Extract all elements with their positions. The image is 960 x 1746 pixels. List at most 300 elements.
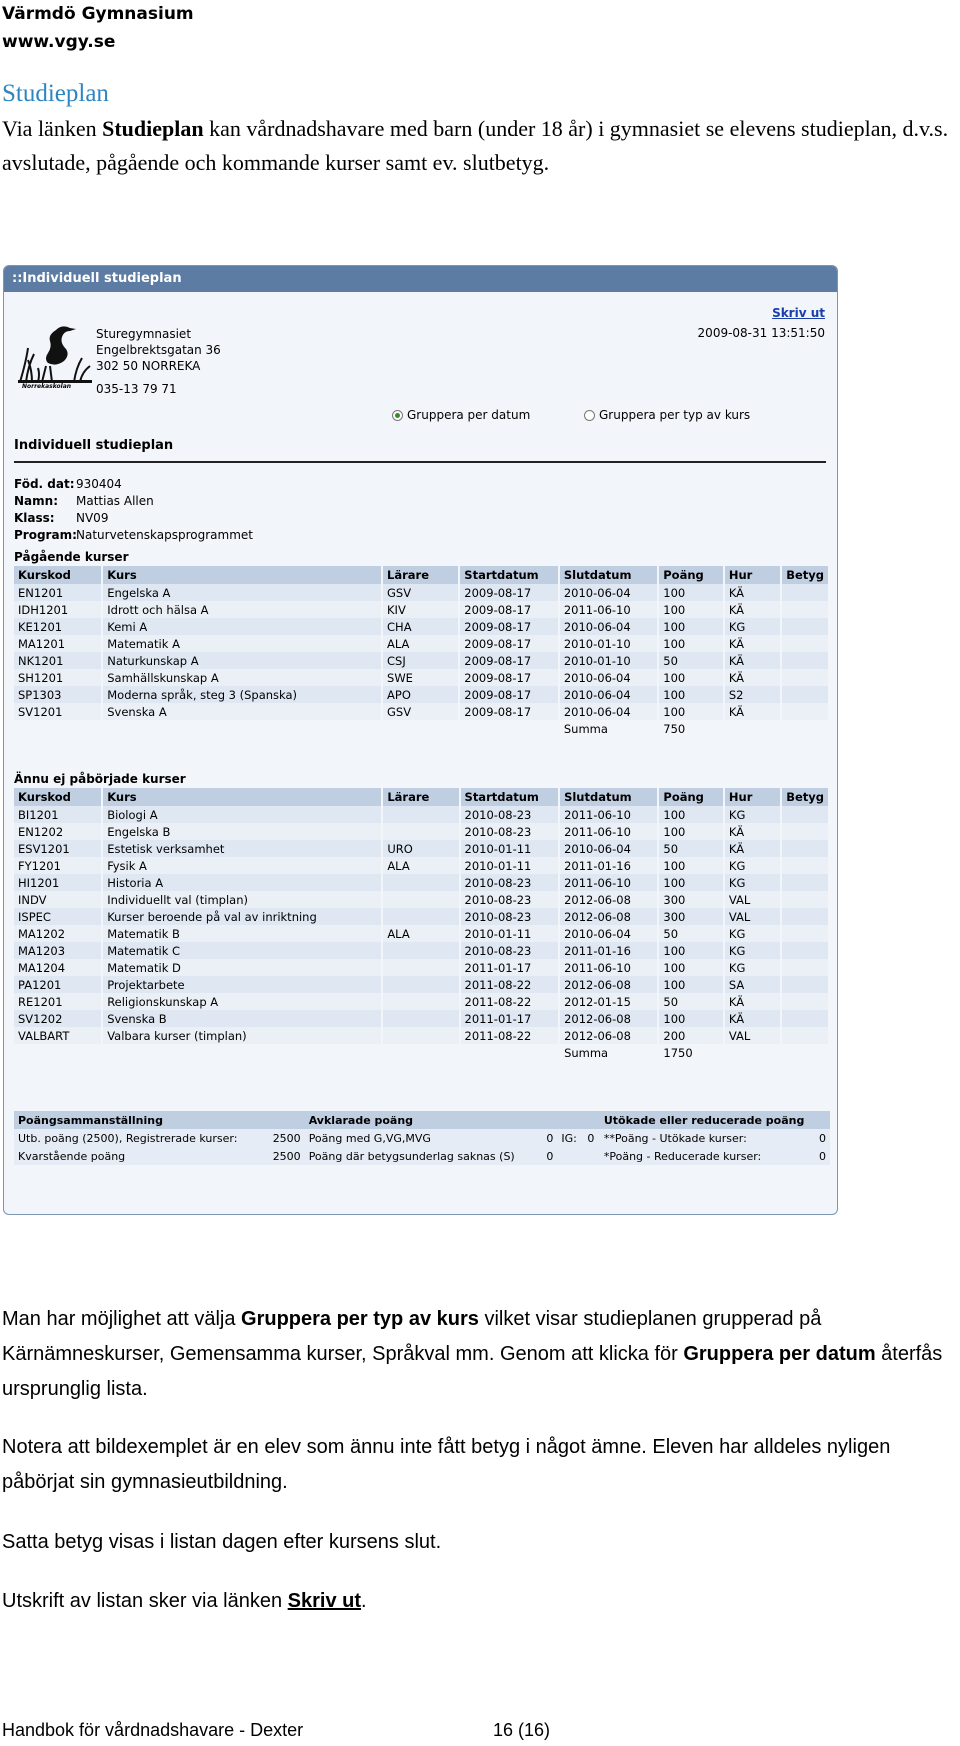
studieplan-screenshot — [3, 265, 838, 1215]
table-cell: Naturkunskap A — [102, 652, 382, 669]
table-cell: 2009-08-17 — [459, 635, 559, 652]
table-cell — [781, 584, 829, 601]
table-cell — [781, 976, 829, 993]
table-cell: Individuellt val (timplan) — [102, 891, 382, 908]
program-value: Naturvetenskapsprogrammet — [76, 528, 253, 542]
table-cell — [382, 942, 459, 959]
table-cell: MA1203 — [14, 942, 102, 959]
table-cell: 2010-01-11 — [460, 857, 560, 874]
table-cell: HI1201 — [14, 874, 102, 891]
column-header: Betyg — [781, 788, 829, 806]
table-cell: 100 — [658, 669, 724, 686]
table-cell: Samhällskunskap A — [102, 669, 382, 686]
table-row — [14, 618, 829, 635]
table-cell — [781, 857, 829, 874]
points-cell: 2500 — [265, 1129, 305, 1147]
table-cell: Projektarbete — [102, 976, 382, 993]
table-cell — [382, 976, 459, 993]
table-cell: Matematik B — [102, 925, 382, 942]
table-cell: SWE — [382, 669, 459, 686]
table-cell: Fysik A — [102, 857, 382, 874]
footer-title: Handbok för vårdnadshavare - Dexter — [2, 1720, 304, 1740]
school-name: Värmdö Gymnasium — [2, 4, 194, 24]
table-cell: KÄ — [724, 993, 781, 1010]
table-cell — [382, 806, 459, 823]
table-cell — [781, 908, 829, 925]
table-cell: CHA — [382, 618, 459, 635]
upcoming-title: Ännu ej påbörjade kurser — [14, 772, 186, 786]
table-cell: 2011-01-16 — [559, 942, 658, 959]
table-cell: 2011-01-17 — [460, 959, 560, 976]
table-cell — [14, 1044, 102, 1061]
table-cell: KG — [724, 942, 781, 959]
group-by-date-radio[interactable] — [392, 408, 530, 422]
table-row — [14, 993, 829, 1010]
table-cell: KÄ — [724, 823, 781, 840]
table-cell: 2010-01-10 — [559, 652, 658, 669]
table-cell: 2010-08-23 — [460, 891, 560, 908]
table-row — [14, 840, 829, 857]
table-row — [14, 891, 829, 908]
table-cell: PA1201 — [14, 976, 102, 993]
table-cell: 100 — [658, 584, 724, 601]
table-cell: SV1201 — [14, 703, 102, 720]
table-cell: Estetisk verksamhet — [102, 840, 382, 857]
table-cell — [781, 874, 829, 891]
table-cell: FY1201 — [14, 857, 102, 874]
text: . — [361, 1590, 367, 1612]
table-cell: KG — [724, 806, 781, 823]
points-cell: Kvarstående poäng — [14, 1147, 265, 1165]
table-row — [14, 874, 829, 891]
points-cell: *Poäng - Reducerade kurser: — [600, 1147, 811, 1165]
table-cell: VALBART — [14, 1027, 102, 1044]
table-cell: 2012-06-08 — [559, 976, 658, 993]
table-cell: 2010-06-04 — [559, 925, 658, 942]
name-label: Namn: — [14, 494, 58, 508]
table-cell — [781, 942, 829, 959]
table-row — [14, 635, 829, 652]
table-cell: Valbara kurser (timplan) — [102, 1027, 382, 1044]
table-cell — [781, 686, 829, 703]
intro-paragraph — [2, 112, 952, 180]
table-row — [14, 976, 829, 993]
table-cell: Matematik D — [102, 959, 382, 976]
table-cell: 2011-06-10 — [559, 806, 658, 823]
table-cell: KÄ — [724, 601, 781, 618]
table-cell: 200 — [658, 1027, 724, 1044]
table-cell: 2011-08-22 — [460, 993, 560, 1010]
group-by-type-radio[interactable] — [584, 408, 750, 422]
table-row — [14, 652, 829, 669]
table-cell — [781, 993, 829, 1010]
paragraph-grouping — [2, 1302, 957, 1407]
table-cell: 100 — [658, 618, 724, 635]
table-cell: 2010-08-23 — [460, 874, 560, 891]
table-cell: BI1201 — [14, 806, 102, 823]
table-cell: EN1201 — [14, 584, 102, 601]
column-header: Hur — [724, 566, 781, 584]
table-cell: CSJ — [382, 652, 459, 669]
table-cell: 2009-08-17 — [459, 601, 559, 618]
table-cell: Engelska B — [102, 823, 382, 840]
table-cell: 2009-08-17 — [459, 618, 559, 635]
table-row — [14, 686, 829, 703]
program-label: Program: — [14, 528, 77, 542]
table-cell: IDH1201 — [14, 601, 102, 618]
points-row — [14, 1129, 830, 1147]
table-cell: KG — [724, 959, 781, 976]
text: Man har möjlighet att välja — [2, 1308, 242, 1330]
table-cell: 100 — [658, 976, 724, 993]
points-cell: Poäng där betygsunderlag saknas (S) — [305, 1147, 541, 1165]
table-cell: RE1201 — [14, 993, 102, 1010]
table-row — [14, 908, 829, 925]
points-header: Utökade eller reducerade poäng — [600, 1111, 830, 1129]
table-cell: EN1202 — [14, 823, 102, 840]
table-cell: ALA — [382, 925, 459, 942]
table-cell: KÄ — [724, 703, 781, 720]
table-cell: 2010-06-04 — [559, 703, 658, 720]
table-cell: KÄ — [724, 635, 781, 652]
table-cell: 2010-06-04 — [559, 584, 658, 601]
table-cell: 2011-06-10 — [559, 601, 658, 618]
column-header: Slutdatum — [559, 566, 658, 584]
table-row — [14, 1010, 829, 1027]
table-cell — [382, 908, 459, 925]
table-row — [14, 584, 829, 601]
points-header: Poängsammanställning — [14, 1111, 305, 1129]
table-cell: 2009-08-17 — [459, 686, 559, 703]
table-cell: 300 — [658, 891, 724, 908]
table-cell: ISPEC — [14, 908, 102, 925]
table-cell — [781, 891, 829, 908]
table-cell — [724, 1044, 781, 1061]
table-cell: KÄ — [724, 584, 781, 601]
table-cell — [781, 840, 829, 857]
points-cell: 0 — [541, 1129, 558, 1147]
table-cell: Svenska A — [102, 703, 382, 720]
table-row — [14, 959, 829, 976]
ongoing-table — [14, 566, 830, 737]
table-cell: Moderna språk, steg 3 (Spanska) — [102, 686, 382, 703]
table-cell: 2010-06-04 — [559, 840, 658, 857]
table-cell: 2011-08-22 — [460, 976, 560, 993]
table-cell: 2011-06-10 — [559, 823, 658, 840]
table-cell — [781, 652, 829, 669]
table-cell: S2 — [724, 686, 781, 703]
table-row — [14, 806, 829, 823]
table-cell: 2011-01-16 — [559, 857, 658, 874]
table-cell — [781, 720, 829, 737]
table-cell — [382, 823, 459, 840]
table-cell: APO — [382, 686, 459, 703]
doc-title: Individuell studieplan — [14, 438, 174, 453]
table-cell: ALA — [382, 635, 459, 652]
points-cell: IG: — [557, 1129, 583, 1147]
table-row — [14, 823, 829, 840]
points-cell: Poäng med G,VG,MVG — [305, 1129, 541, 1147]
radio-label: Gruppera per typ av kurs — [599, 408, 751, 422]
table-cell: 2012-06-08 — [559, 1010, 658, 1027]
table-cell: 2012-06-08 — [559, 908, 658, 925]
table-cell: MA1202 — [14, 925, 102, 942]
school-website: www.vgy.se — [2, 32, 116, 52]
table-cell: VAL — [724, 891, 781, 908]
intro-text-rest: kan vårdnadshavare med barn (under 18 år) i gymnasiet se elevens studieplan, d.v.s. avslutade, pågående och kommande kurser samt ev. slutbetyg. — [2, 116, 949, 175]
column-header: Kurskod — [14, 788, 102, 806]
table-cell: VAL — [724, 908, 781, 925]
table-cell: Kurser beroende på val av inriktning — [102, 908, 382, 925]
sum-row — [14, 720, 829, 737]
paragraph-grades: Satta betyg visas i listan dagen efter kursens slut. — [2, 1531, 442, 1553]
table-cell — [102, 720, 382, 737]
table-cell: 100 — [658, 635, 724, 652]
table-cell — [382, 891, 459, 908]
table-cell: KG — [724, 874, 781, 891]
table-cell: GSV — [382, 584, 459, 601]
table-cell: KG — [724, 618, 781, 635]
table-cell: 100 — [658, 857, 724, 874]
radio-label: Gruppera per datum — [407, 408, 531, 422]
sum-value: 750 — [658, 720, 724, 737]
sum-label: Summa — [559, 1044, 658, 1061]
table-cell: GSV — [382, 703, 459, 720]
table-cell — [382, 959, 459, 976]
heron-logo-icon — [16, 322, 94, 388]
sum-label: Summa — [559, 720, 658, 737]
intro-text: Via länken — [2, 116, 103, 141]
text: återfås ursprunglig lista. — [2, 1343, 943, 1400]
table-cell — [14, 720, 102, 737]
points-cell: 0 — [811, 1147, 830, 1165]
table-cell: KÄ — [724, 669, 781, 686]
table-cell: 2011-08-22 — [460, 1027, 560, 1044]
table-cell: 2010-01-11 — [460, 840, 560, 857]
table-cell: 2009-08-17 — [459, 584, 559, 601]
table-cell: 100 — [658, 1010, 724, 1027]
table-cell: SV1202 — [14, 1010, 102, 1027]
bold-text: Gruppera per typ av kurs — [241, 1308, 479, 1330]
table-cell: VAL — [724, 1027, 781, 1044]
table-cell: Svenska B — [102, 1010, 382, 1027]
table-cell: 2012-06-08 — [559, 891, 658, 908]
table-cell — [382, 1010, 459, 1027]
table-cell: 2011-06-10 — [559, 874, 658, 891]
table-cell: 100 — [658, 686, 724, 703]
table-cell: 2010-08-23 — [460, 823, 560, 840]
table-cell: Engelska A — [102, 584, 382, 601]
table-cell: SA — [724, 976, 781, 993]
sum-value: 1750 — [658, 1044, 724, 1061]
paragraph-note: Notera att bildexemplet är en elev som ännu inte fått betyg i något ämne. Eleven har alldeles nyligen påbörjat sin gymnasieutbildning. — [2, 1436, 891, 1493]
table-cell: MA1204 — [14, 959, 102, 976]
table-cell: 2011-01-17 — [460, 1010, 560, 1027]
timestamp: 2009-08-31 13:51:50 — [697, 326, 825, 340]
table-cell — [781, 618, 829, 635]
table-cell: 50 — [658, 840, 724, 857]
ongoing-title: Pågående kurser — [14, 550, 129, 564]
page-header — [2, 0, 194, 56]
sum-row — [14, 1044, 829, 1061]
points-cell: 0 — [583, 1129, 600, 1147]
table-cell: KIV — [382, 601, 459, 618]
points-summary-table — [14, 1111, 830, 1165]
points-cell — [557, 1147, 583, 1165]
table-cell — [382, 993, 459, 1010]
radio-unselected-icon — [584, 410, 595, 421]
table-cell: 100 — [658, 823, 724, 840]
table-cell: KE1201 — [14, 618, 102, 635]
table-cell: Historia A — [102, 874, 382, 891]
table-cell: SH1201 — [14, 669, 102, 686]
column-header: Slutdatum — [559, 788, 658, 806]
table-cell — [781, 806, 829, 823]
points-cell: Utb. poäng (2500), Registrerade kurser: — [14, 1129, 265, 1147]
table-cell — [781, 1010, 829, 1027]
table-cell — [781, 823, 829, 840]
table-cell: URO — [382, 840, 459, 857]
table-cell — [382, 720, 459, 737]
table-cell: 2010-06-04 — [559, 669, 658, 686]
points-cell: 0 — [811, 1129, 830, 1147]
class-label: Klass: — [14, 511, 55, 525]
table-cell: 2012-01-15 — [559, 993, 658, 1010]
column-header: Poäng — [658, 788, 724, 806]
bold-text: Gruppera per datum — [683, 1343, 876, 1365]
table-row — [14, 1027, 829, 1044]
table-cell: 100 — [658, 806, 724, 823]
divider — [14, 461, 826, 463]
print-link-text[interactable]: Skriv ut — [287, 1590, 362, 1612]
text: vilket visar studieplanen grupperad på Kärnämneskurser, Gemensamma kurser, Språkval mm. Genom att klicka för — [2, 1308, 822, 1365]
table-cell — [724, 720, 781, 737]
table-cell: SP1303 — [14, 686, 102, 703]
table-cell — [781, 1027, 829, 1044]
table-cell: KÄ — [724, 652, 781, 669]
column-header: Betyg — [781, 566, 829, 584]
table-cell: 2010-01-10 — [559, 635, 658, 652]
table-cell: Matematik C — [102, 942, 382, 959]
table-cell: Kemi A — [102, 618, 382, 635]
table-cell: ALA — [382, 857, 459, 874]
table-cell: KÄ — [724, 1010, 781, 1027]
table-row — [14, 669, 829, 686]
table-cell: 2011-06-10 — [559, 959, 658, 976]
class-value: NV09 — [76, 511, 109, 525]
school-phone: 035-13 79 71 — [96, 382, 177, 396]
name-value: Mattias Allen — [76, 494, 154, 508]
table-cell — [781, 635, 829, 652]
table-cell: 2009-08-17 — [459, 652, 559, 669]
table-cell: 300 — [658, 908, 724, 925]
table-row — [14, 942, 829, 959]
table-cell — [382, 874, 459, 891]
table-cell: 100 — [658, 959, 724, 976]
dob-label: Föd. dat: — [14, 477, 75, 491]
table-cell: ESV1201 — [14, 840, 102, 857]
table-cell: INDV — [14, 891, 102, 908]
table-cell: 2009-08-17 — [459, 703, 559, 720]
column-header: Poäng — [658, 566, 724, 584]
column-header: Lärare — [382, 788, 459, 806]
table-cell — [781, 1044, 829, 1061]
column-header: Kurs — [102, 566, 382, 584]
table-row — [14, 857, 829, 874]
table-cell: NK1201 — [14, 652, 102, 669]
school-address — [96, 326, 221, 374]
panel-title-bar: ::Individuell studieplan — [4, 266, 837, 292]
column-header: Kurskod — [14, 566, 102, 584]
logo-caption: Norrekaskolan — [22, 383, 72, 388]
print-link[interactable]: Skriv ut — [772, 306, 825, 320]
table-cell — [781, 703, 829, 720]
dob-value: 930404 — [76, 477, 122, 491]
points-cell: 0 — [541, 1147, 558, 1165]
school-line: Engelbrektsgatan 36 — [96, 343, 221, 357]
table-cell — [781, 669, 829, 686]
column-header: Kurs — [102, 788, 382, 806]
points-cell: 2500 — [265, 1147, 305, 1165]
upcoming-table — [14, 788, 830, 1061]
column-header: Startdatum — [459, 566, 559, 584]
table-cell — [781, 925, 829, 942]
table-cell: 50 — [658, 925, 724, 942]
column-header: Startdatum — [460, 788, 560, 806]
table-cell: KG — [724, 857, 781, 874]
table-cell: Religionskunskap A — [102, 993, 382, 1010]
table-cell: Idrott och hälsa A — [102, 601, 382, 618]
table-cell — [382, 1027, 459, 1044]
table-cell: Biologi A — [102, 806, 382, 823]
table-cell: KÄ — [724, 840, 781, 857]
student-info — [14, 476, 253, 544]
points-cell — [583, 1147, 600, 1165]
table-cell: 2012-06-08 — [559, 1027, 658, 1044]
table-cell: 100 — [658, 601, 724, 618]
table-cell: MA1201 — [14, 635, 102, 652]
table-row — [14, 703, 829, 720]
table-cell: Matematik A — [102, 635, 382, 652]
table-cell: 100 — [658, 703, 724, 720]
text: Utskrift av listan sker via länken — [2, 1590, 288, 1612]
table-cell — [102, 1044, 382, 1061]
table-cell: 2010-01-11 — [460, 925, 560, 942]
paragraph-print — [2, 1584, 957, 1619]
table-cell: 2010-06-04 — [559, 686, 658, 703]
school-line: Sturegymnasiet — [96, 327, 192, 341]
column-header: Lärare — [382, 566, 459, 584]
table-cell: 2010-06-04 — [559, 618, 658, 635]
radio-selected-icon — [392, 410, 403, 421]
studieplan-link-text: Studieplan — [102, 116, 204, 141]
column-header: Hur — [724, 788, 781, 806]
table-cell — [459, 720, 559, 737]
table-cell — [460, 1044, 560, 1061]
table-row — [14, 925, 829, 942]
table-cell: KG — [724, 925, 781, 942]
table-cell — [781, 959, 829, 976]
table-cell: 2009-08-17 — [459, 669, 559, 686]
school-line: 302 50 NORREKA — [96, 359, 201, 373]
section-title: Studieplan — [2, 80, 109, 107]
table-cell: 100 — [658, 942, 724, 959]
table-cell: 100 — [658, 874, 724, 891]
table-cell: 50 — [658, 993, 724, 1010]
table-row — [14, 601, 829, 618]
points-cell: **Poäng - Utökade kurser: — [600, 1129, 811, 1147]
points-header: Avklarade poäng — [305, 1111, 600, 1129]
